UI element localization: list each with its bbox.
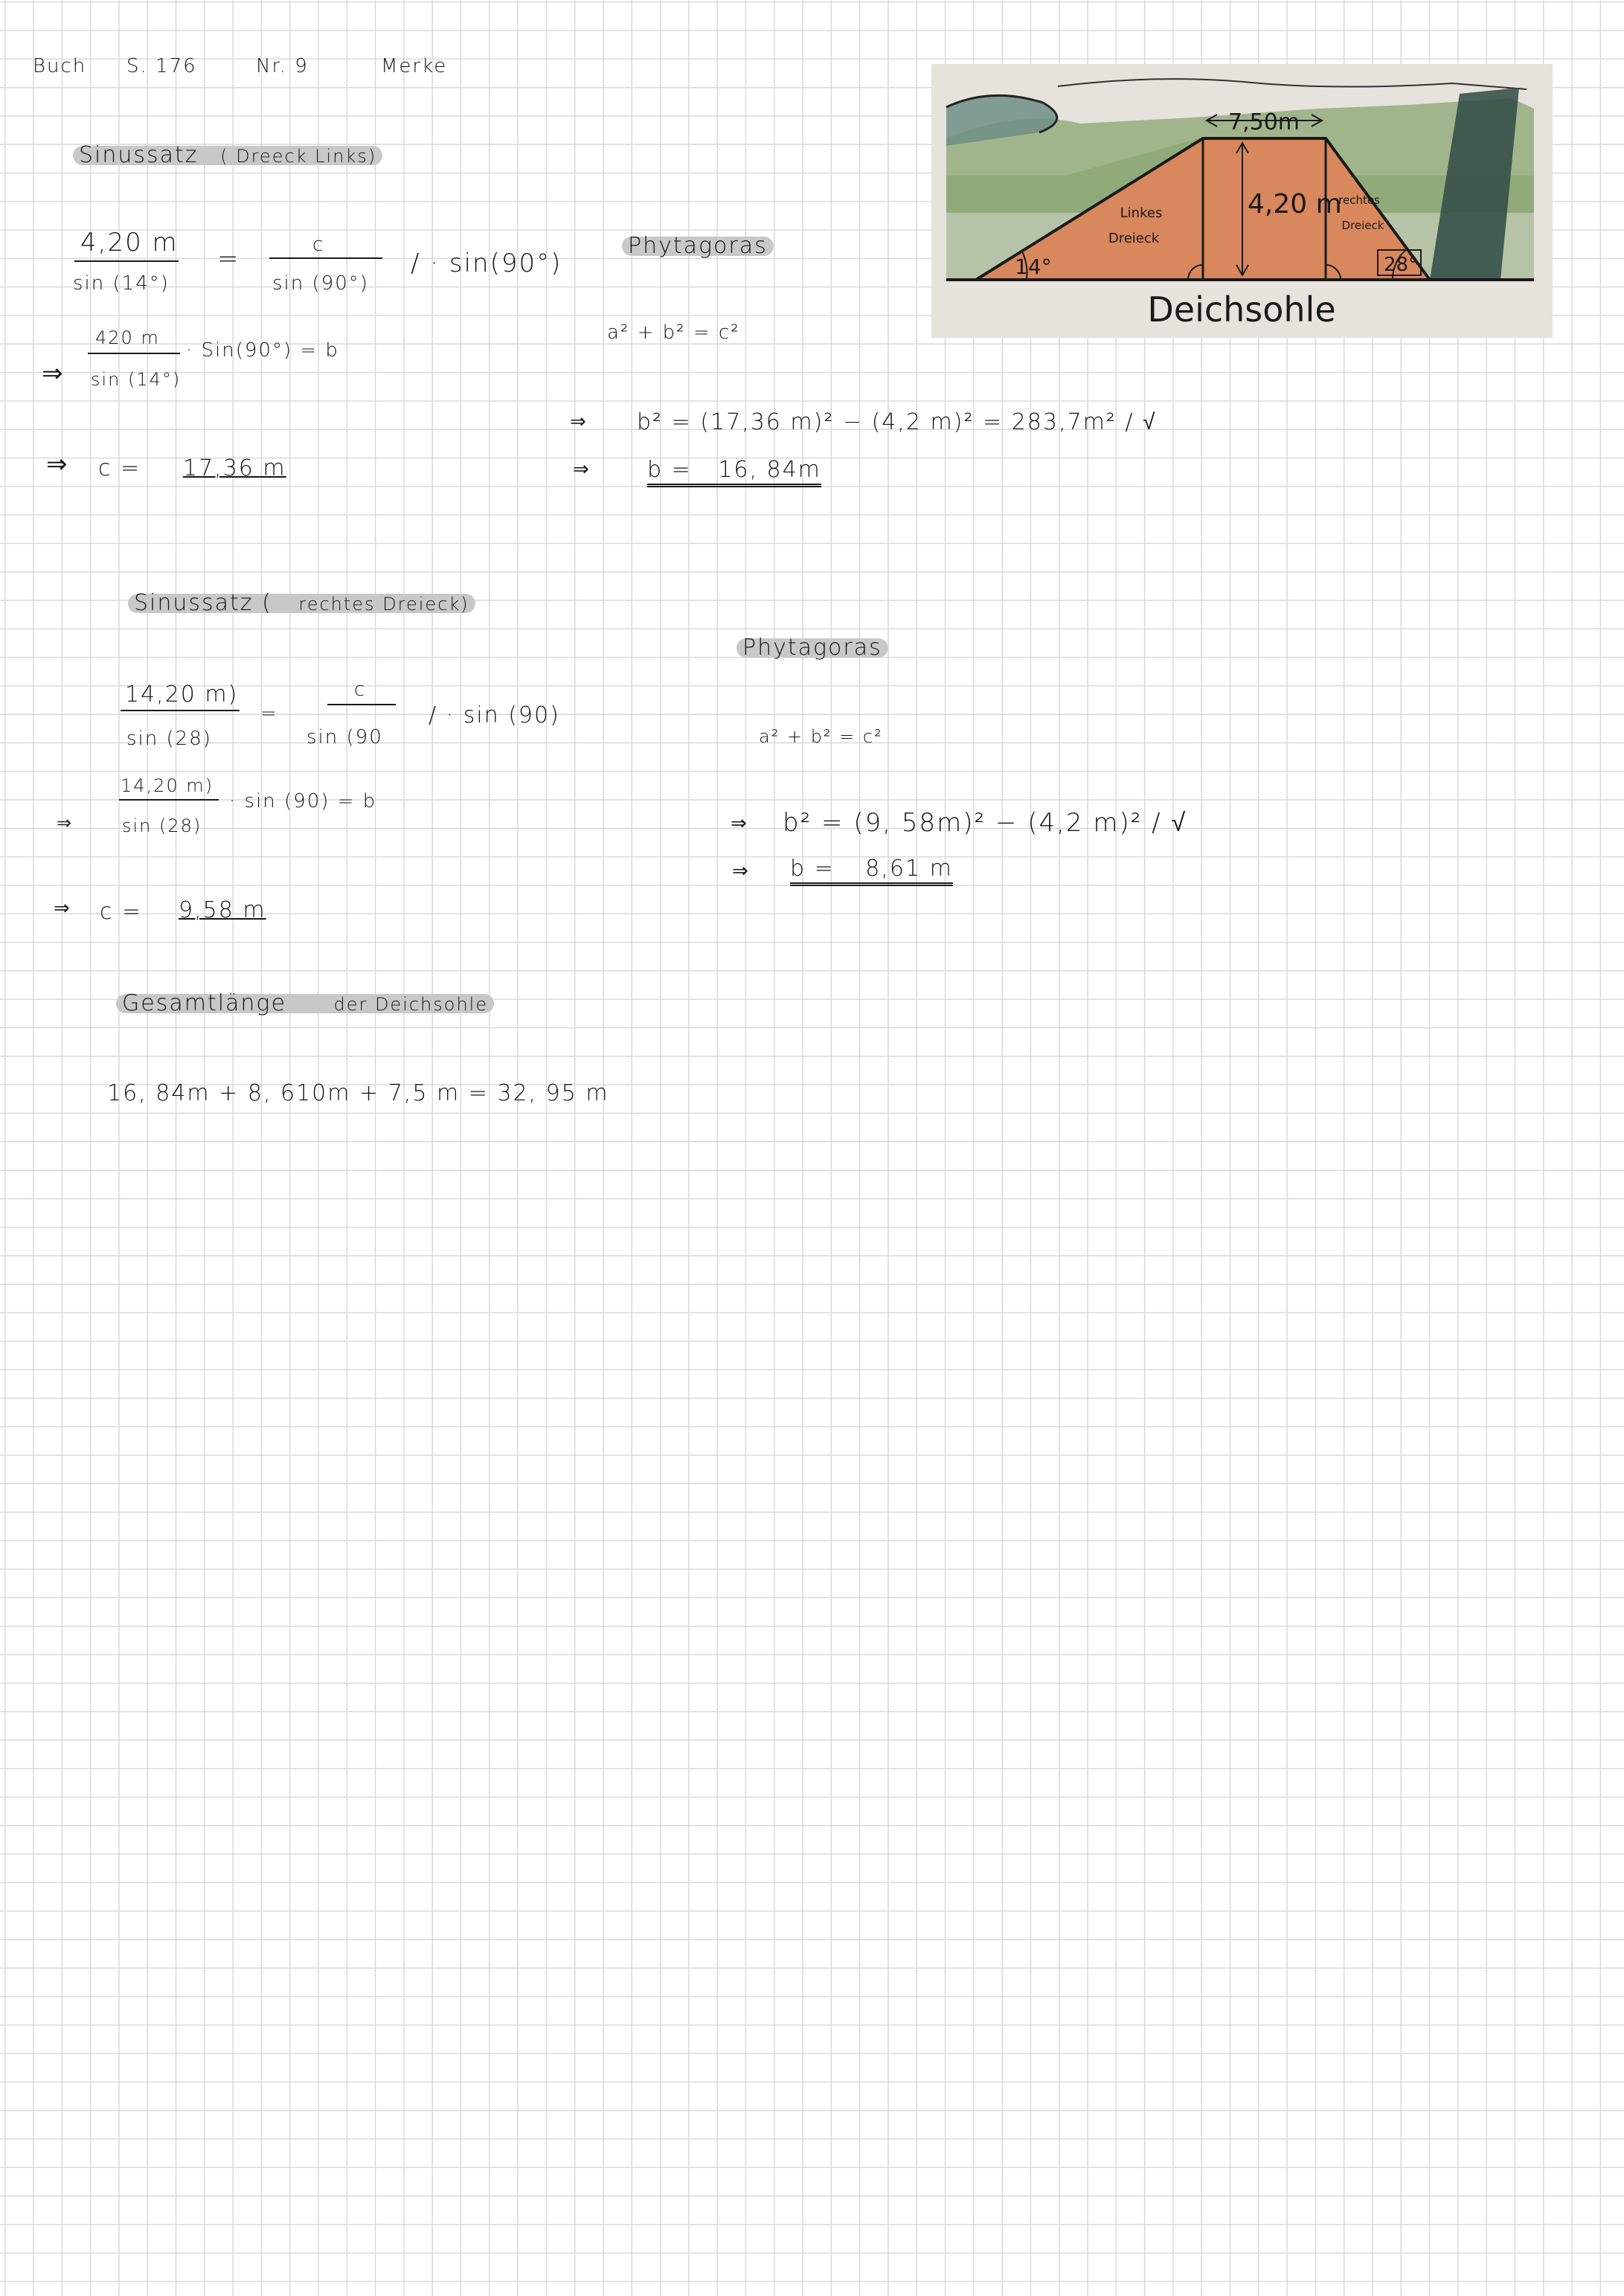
step-numerator: 14,20 m)	[121, 775, 214, 796]
heading-pythagoras-left: Phytagoras	[622, 237, 774, 256]
label-right-triangle-2: Dreieck	[1341, 219, 1384, 232]
label-angle-right: 28°	[1384, 254, 1419, 276]
photo-caption: Deichsohle	[1147, 289, 1336, 330]
pythagoras-line: b² = (9, 58m)² − (4,2 m)² / √	[783, 808, 1187, 838]
header-number: Nr. 9	[256, 55, 309, 77]
fraction-bar	[74, 260, 179, 262]
multiply-op: / · sin (90)	[429, 702, 560, 728]
result-label: b =	[790, 856, 835, 882]
fraction-bar	[88, 353, 180, 354]
fraction-bar	[269, 257, 382, 259]
result-c-right: 9,58 m	[179, 897, 266, 923]
implies-arrow: ⇒	[54, 897, 71, 920]
implies-arrow: ⇒	[732, 860, 750, 882]
label-height: 4,20 m	[1248, 189, 1342, 219]
label-right-triangle-1: rechtes	[1338, 193, 1380, 207]
label-left-triangle-2: Dreieck	[1108, 231, 1160, 246]
frac1-denominator: sin (28)	[126, 728, 212, 750]
result-value: 16, 84m	[718, 457, 821, 483]
pythagoras-line: b² = (17,36 m)² − (4,2 m)² = 283,7m² / √	[637, 409, 1157, 435]
step-rest: · sin (90) = b	[229, 790, 377, 812]
frac2-numerator: c	[312, 234, 325, 256]
header-note: Merke	[381, 55, 448, 77]
fraction-bar	[327, 704, 396, 705]
result-value: 8,61 m	[865, 856, 953, 882]
result-b-left	[647, 457, 821, 487]
heading-pythagoras-right: Phytagoras	[736, 638, 888, 658]
result-label: c =	[98, 455, 141, 481]
label-top-width: 7,50m	[1227, 109, 1300, 135]
result-label: c =	[100, 899, 143, 925]
heading-sine-right-b: rechtes Dreieck)	[298, 594, 469, 615]
implies-arrow: ⇒	[570, 411, 588, 433]
equals-sign: =	[260, 702, 278, 725]
fraction-bar	[121, 710, 240, 711]
heading-total-b: der Deichsohle	[333, 994, 489, 1015]
pythagoras-formula: a² + b² = c²	[607, 321, 740, 344]
implies-arrow: ⇒	[57, 812, 74, 833]
header-book: Buch	[33, 55, 87, 77]
multiply-op: / · sin(90°)	[411, 248, 562, 278]
heading-sine-left-a: Sinussatz	[79, 142, 199, 168]
heading-sine-right-a: Sinussatz (	[134, 590, 272, 616]
frac1-numerator: 14,20 m)	[125, 682, 239, 708]
label-angle-left: 14°	[1015, 254, 1052, 279]
pythagoras-formula: a² + b² = c²	[759, 726, 883, 747]
frac2-numerator: c	[354, 679, 367, 701]
dike-photo	[931, 64, 1553, 338]
header-page: S. 176	[126, 55, 197, 77]
step-denominator: sin (14°)	[91, 369, 182, 390]
fraction-bar	[119, 799, 219, 801]
frac1-numerator: 4,20 m	[80, 228, 179, 257]
frac2-denominator: sin (90	[306, 726, 383, 748]
result-c-left: 17,36 m	[183, 455, 286, 481]
label-left-triangle-1: Linkes	[1120, 205, 1163, 221]
frac2-denominator: sin (90°)	[272, 272, 369, 295]
step-denominator: sin (28)	[122, 815, 202, 836]
result-label: b =	[647, 457, 692, 483]
heading-total-a: Gesamtlänge	[122, 990, 286, 1016]
heading-sine-right	[128, 590, 475, 616]
implies-arrow: ⇒	[573, 458, 591, 481]
heading-total	[116, 990, 494, 1016]
implies-arrow: ⇒	[46, 449, 69, 479]
total-equation: 16, 84m + 8, 610m + 7,5 m = 32, 95 m	[107, 1080, 609, 1106]
step-numerator: 420 m	[95, 327, 160, 348]
heading-sine-left	[73, 142, 382, 168]
equals-sign: =	[217, 244, 240, 274]
result-b-right	[790, 856, 953, 886]
heading-sine-left-b: ( Dreeck Links)	[220, 146, 377, 167]
step-rest: · Sin(90°) = b	[186, 339, 339, 362]
implies-arrow: ⇒	[42, 359, 65, 388]
implies-arrow: ⇒	[731, 812, 748, 835]
frac1-denominator: sin (14°)	[73, 272, 170, 295]
